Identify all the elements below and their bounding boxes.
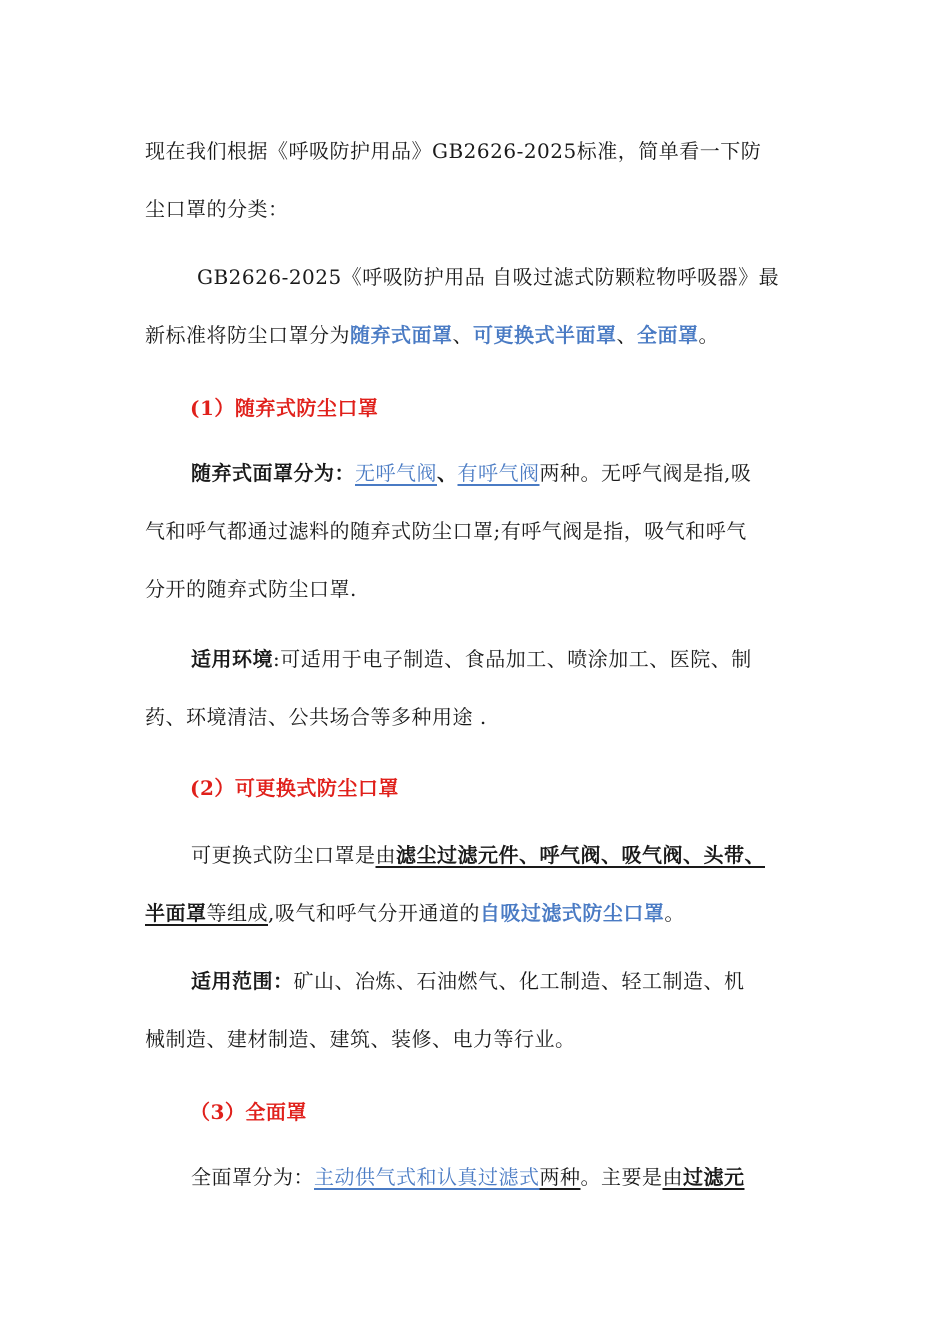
section-3-you: 由 (662, 1165, 683, 1189)
standard-line-1: GB2626-2025《呼吸防护用品 自吸过滤式防颗粒物呼吸器》最 (197, 265, 780, 289)
scope-line-1 (145, 952, 815, 1010)
filter-element-term: 过滤元 (683, 1165, 745, 1189)
section-2-line-1 (145, 826, 845, 884)
self-priming-filter-mask: 自吸过滤式防尘口罩 (479, 901, 665, 925)
link-filter-type[interactable]: 认真过滤式 (437, 1165, 540, 1189)
section-1-line-1 (145, 444, 815, 502)
scope-label: 适用范围： (191, 969, 294, 993)
section-1-text: 两种。无呼气阀是指,吸 (539, 461, 752, 485)
standard-prefix: 新标准将防尘口罩分为 (145, 323, 350, 347)
environment-line-2: 药、环境清洁、公共场合等多种用途 . (145, 705, 487, 729)
section-2-line-2 (145, 884, 845, 942)
environment-line-1 (145, 630, 815, 688)
disposable-label: 随弃式面罩分为： (191, 461, 355, 485)
section-1-heading: (1）随弃式防尘口罩 (190, 396, 379, 420)
half-mask-term: 半面罩 (145, 901, 207, 925)
section-2-heading: (2）可更换式防尘口罩 (190, 776, 399, 800)
mask-type-replaceable-half: 可更换式半面罩 (473, 323, 617, 347)
two-types-text: 两种 (539, 1165, 581, 1189)
intro-paragraph (145, 122, 815, 238)
section-3-heading: （3）全面罩 (190, 1100, 307, 1124)
and-text: 和 (416, 1165, 437, 1189)
scope-text: 矿山、冶炼、石油燃气、化工制造、轻工制造、机 (293, 969, 745, 993)
section-1-line-2: 气和呼气都通过滤料的随弃式防尘口罩;有呼气阀是指，吸气和呼气 (145, 519, 747, 543)
separator: 、 (616, 323, 637, 347)
intro-line-1: 现在我们根据《呼吸防护用品》GB2626-2025标准，简单看一下防 (145, 139, 762, 163)
section-2-prefix: 可更换式防尘口罩是 (191, 843, 376, 867)
component-list: 滤尘过滤元件、呼气阀、吸气阀、头带、 (396, 843, 765, 867)
intro-line-2: 尘口罩的分类： (145, 197, 289, 221)
section-3-paragraph (145, 1148, 815, 1206)
link-active-air-supply[interactable]: 主动供气式 (314, 1165, 417, 1189)
section-3-prefix: 全面罩分为： (191, 1165, 314, 1189)
separator: 、 (452, 323, 473, 347)
section-2-you: 由 (375, 843, 396, 867)
section-2-scope (145, 952, 815, 1068)
mask-type-disposable: 随弃式面罩 (350, 323, 453, 347)
section-1-line-3: 分开的随弃式防尘口罩. (145, 577, 357, 601)
period: 。 (698, 323, 719, 347)
scope-line-2: 械制造、建材制造、建筑、装修、电力等行业。 (145, 1027, 576, 1051)
link-no-exhalation-valve[interactable]: 无呼气阀 (355, 461, 437, 485)
section-1-paragraph (145, 444, 815, 618)
period: 。 (664, 901, 685, 925)
standard-paragraph (145, 248, 815, 364)
separator: 、 (437, 461, 458, 485)
section-2-mid: ,吸气和呼气分开通道的 (268, 901, 480, 925)
mask-type-full-face: 全面罩 (637, 323, 699, 347)
compose-term: 等组成 (206, 901, 268, 925)
section-3-line-1 (145, 1148, 815, 1206)
standard-line-2 (145, 306, 815, 364)
section-1-environment (145, 630, 815, 746)
environment-label: 适用环境 (191, 647, 273, 671)
link-with-exhalation-valve[interactable]: 有呼气阀 (457, 461, 540, 485)
section-3-mid: 。主要是 (580, 1165, 663, 1189)
section-2-paragraph (145, 826, 845, 942)
environment-text: :可适用于电子制造、食品加工、喷涂加工、医院、制 (273, 647, 752, 671)
